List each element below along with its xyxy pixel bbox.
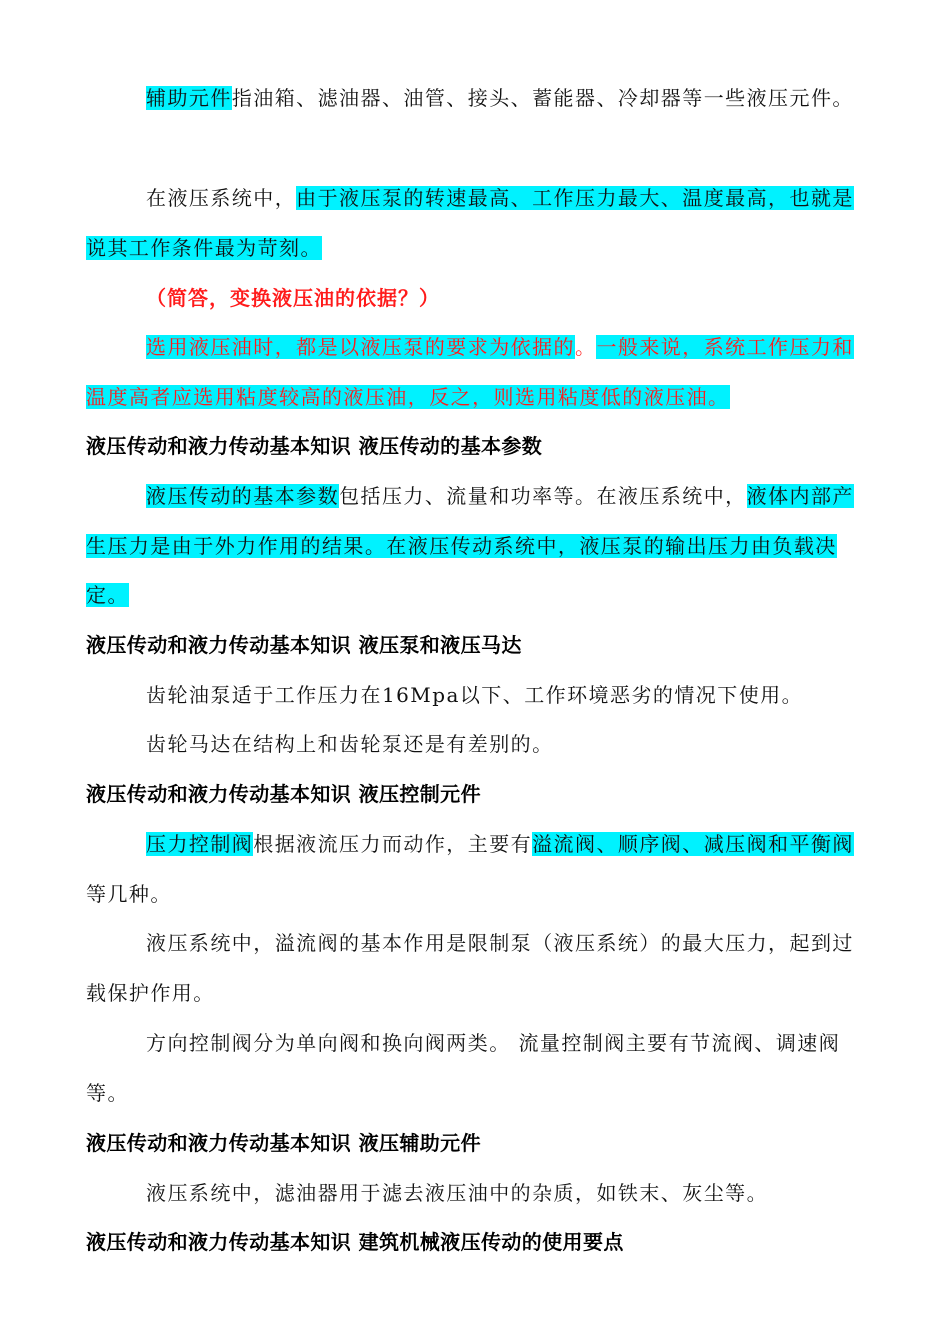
paragraph-text: 根据液流压力而动作，主要有 [253, 832, 533, 856]
section-heading-control-components: 液压传动和液力传动基本知识 液压控制元件 [86, 782, 481, 806]
highlight-term: 液压传动的基本参数 [146, 484, 340, 508]
highlight-text: 由于液压泵的转速最高、工作压力最大、温度最高，也就是说其工作条件最为苛刻。 [86, 186, 854, 260]
paragraph-gear-pump: 齿轮油泵适于工作压力在16Mpa以下、工作环境恶劣的情况下使用。 [146, 683, 804, 707]
paragraph-basic-parameters [86, 472, 871, 621]
paragraph-text: 指油箱、滤油器、油管、接头、蓄能器、冷却器等一些液压元件。 [231, 86, 854, 110]
section-heading-auxiliary-components: 液压传动和液力传动基本知识 液压辅助元件 [86, 1131, 481, 1155]
highlight-text: 溢流阀、顺序阀、减压阀和平衡阀 [532, 832, 854, 856]
paragraph-pressure-valves [86, 820, 871, 919]
paragraph-relief-valve: 液压系统中，溢流阀的基本作用是限制泵（液压系统）的最大压力，起到过载保护作用。 [86, 931, 854, 1005]
section-heading-basic-parameters: 液压传动和液力传动基本知识 液压传动的基本参数 [86, 434, 543, 458]
section-heading-usage-points: 液压传动和液力传动基本知识 建筑机械液压传动的使用要点 [86, 1230, 624, 1254]
paragraph-oil-selection [86, 323, 871, 422]
question-label: （简答，变换液压油的依据？） [146, 286, 440, 310]
paragraph-pump-conditions [86, 174, 871, 273]
paragraph-text: 包括压力、流量和功率等。在液压系统中， [339, 484, 747, 508]
section-heading-pumps-motors: 液压传动和液力传动基本知识 液压泵和液压马达 [86, 633, 522, 657]
highlight-text: 液体内部产生压力是由于外力作用的结果。在液压传动系统中，液压泵的输出压力由负载决定。 [86, 484, 854, 607]
paragraph-text: 等几种。 [86, 881, 172, 906]
highlight-term: 压力控制阀 [146, 832, 254, 856]
paragraph-direction-flow-valves: 方向控制阀分为单向阀和换向阀两类。 流量控制阀主要有节流阀、调速阀等。 [86, 1031, 841, 1105]
paragraph-text: 。 [575, 335, 597, 359]
highlight-term: 辅助元件 [146, 86, 232, 110]
highlight-text: 一般来说，系统工作压力和温度高者应选用粘度较高的液压油，反之，则选用粘度低的液压油。 [86, 335, 854, 409]
paragraph-text: 在液压系统中， [146, 186, 297, 210]
paragraph-oil-filter: 液压系统中，滤油器用于滤去液压油中的杂质，如铁末、灰尘等。 [146, 1181, 769, 1205]
paragraph-gear-motor: 齿轮马达在结构上和齿轮泵还是有差别的。 [146, 732, 554, 756]
paragraph-auxiliary-components [86, 74, 871, 124]
highlight-text: 选用液压油时，都是以液压泵的要求为依据的 [146, 335, 575, 359]
